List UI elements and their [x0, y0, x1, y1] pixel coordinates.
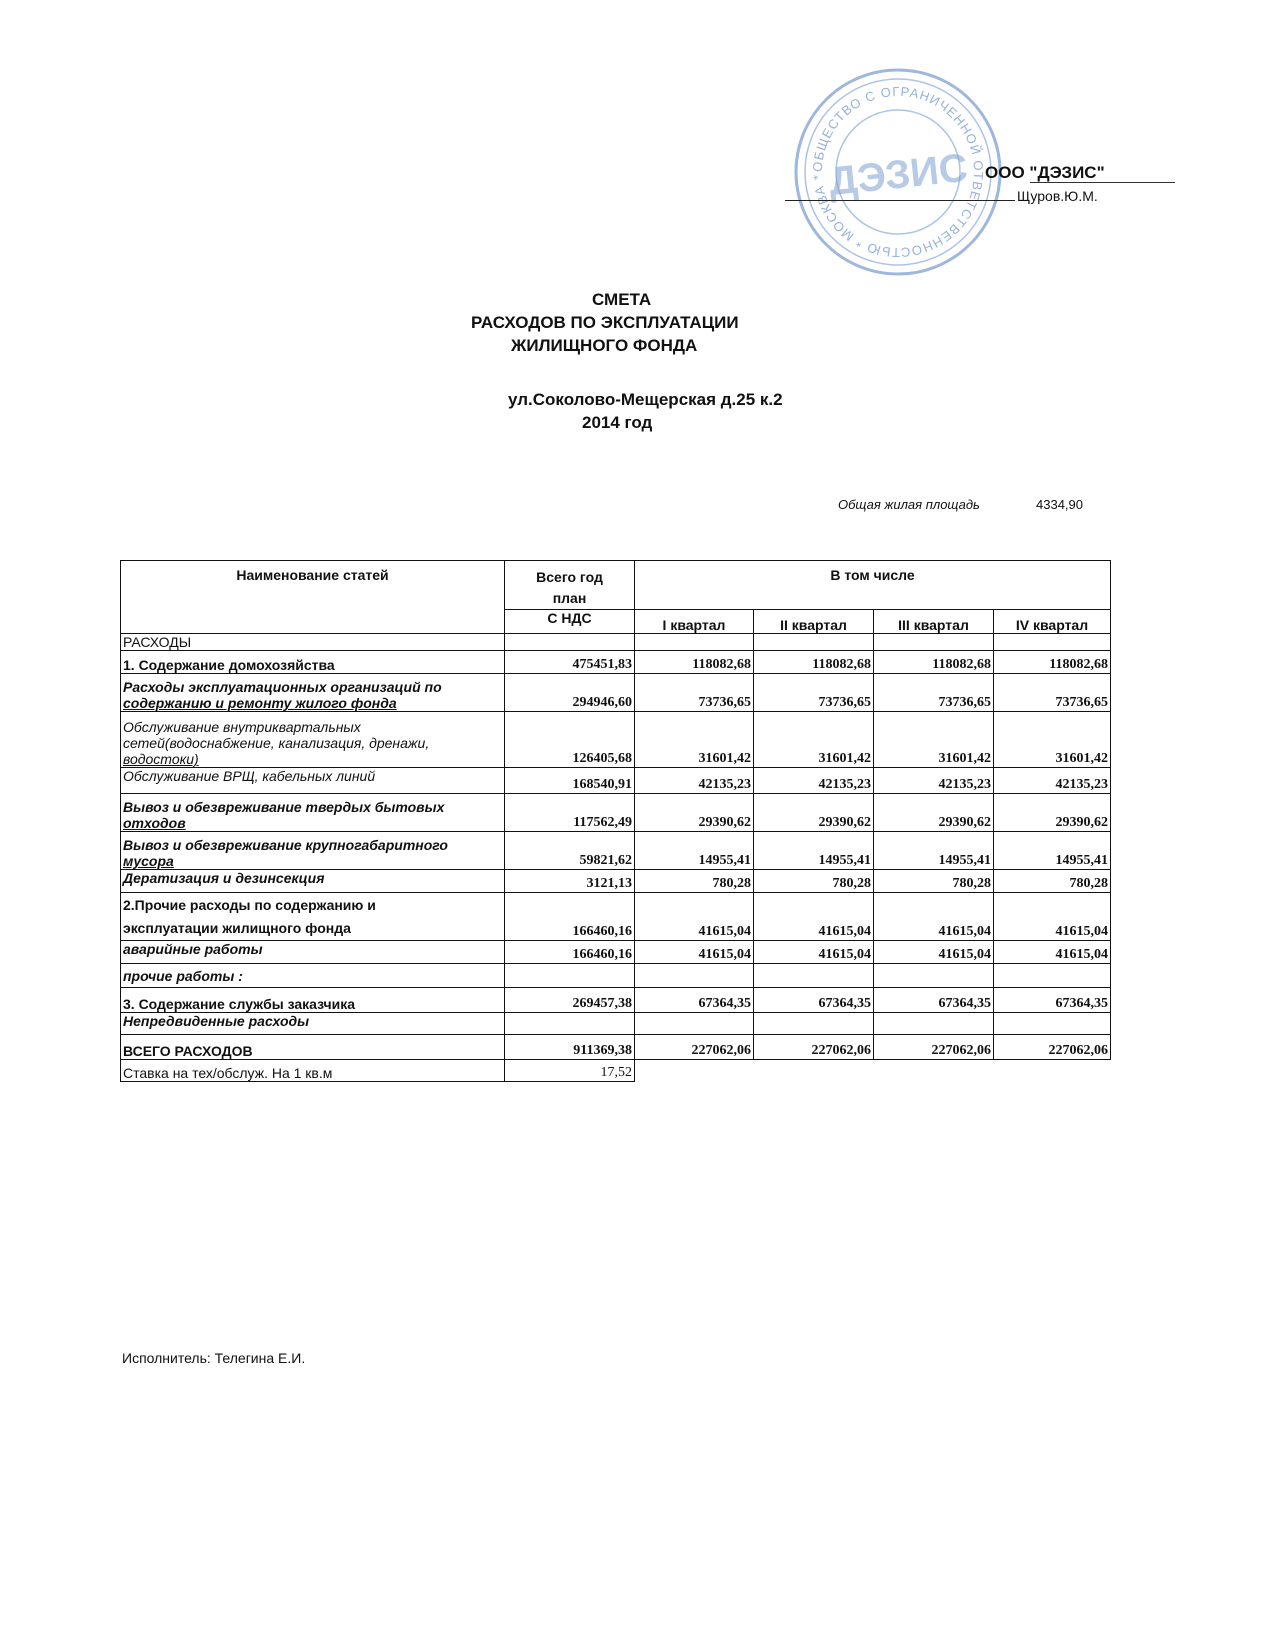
table-row: [121, 651, 1111, 674]
rate-label: Ставка на тех/обслуж. На 1 кв.м: [121, 1060, 505, 1082]
row-q2: 41615,04: [754, 893, 874, 941]
row-q4: 227062,06: [994, 1035, 1111, 1060]
header-quarter-3: III квартал: [874, 610, 994, 634]
table-row: [121, 893, 1111, 941]
row-q2: 29390,62: [754, 794, 874, 832]
table-row: [121, 1013, 1111, 1035]
row-name: [121, 674, 505, 712]
row-q1: 29390,62: [635, 794, 754, 832]
row-total: 3121,13: [505, 870, 635, 893]
executor: Исполнитель: Телегина Е.И.: [122, 1350, 306, 1366]
row-q1: 41615,04: [635, 941, 754, 964]
doc-title-line3: ЖИЛИЩНОГО ФОНДА: [511, 336, 698, 355]
header-name: Наименование статей: [121, 561, 505, 634]
table-row: [121, 712, 1111, 768]
table-row: [121, 964, 1111, 988]
row-name: прочие работы :: [121, 964, 505, 988]
row-name: [121, 712, 505, 768]
row-q2: 41615,04: [754, 941, 874, 964]
section-row: [121, 634, 1111, 651]
row-name-line1: Обслуживание внутриквартальных: [123, 719, 361, 735]
svg-text:ДЭЗИС: ДЭЗИС: [826, 145, 970, 205]
rate-value: 17,52: [505, 1060, 635, 1082]
estimate-table: [120, 560, 1111, 1082]
row-total: 294946,60: [505, 674, 635, 712]
row-q3: 227062,06: [874, 1035, 994, 1060]
table-row: [121, 870, 1111, 893]
row-name-line1: 2.Прочие расходы по содержанию и: [123, 897, 376, 913]
table-header-row: [121, 561, 1111, 610]
row-q2: 31601,42: [754, 712, 874, 768]
row-total: 117562,49: [505, 794, 635, 832]
row-name: Дератизация и дезинсекция: [121, 870, 505, 893]
area-label: Общая жилая площадь: [838, 497, 980, 512]
grand-total-label: ВСЕГО РАСХОДОВ: [121, 1035, 505, 1060]
table-row: [121, 941, 1111, 964]
row-q1: 227062,06: [635, 1035, 754, 1060]
row-name-line3: водостоки): [123, 751, 199, 767]
row-q4: 41615,04: [994, 941, 1111, 964]
row-q4: 42135,23: [994, 768, 1111, 794]
company-name: ООО "ДЭЗИС": [985, 163, 1105, 182]
row-q2: 67364,35: [754, 988, 874, 1013]
table-row: [121, 988, 1111, 1013]
row-q2: 227062,06: [754, 1035, 874, 1060]
table-row: [121, 794, 1111, 832]
row-q3: 118082,68: [874, 651, 994, 674]
row-q3: 73736,65: [874, 674, 994, 712]
doc-title-line1: СМЕТА: [592, 290, 652, 309]
header-total: [505, 561, 635, 610]
row-total: 168540,91: [505, 768, 635, 794]
table-row: [121, 832, 1111, 870]
row-name: 1. Содержание домохозяйства: [121, 651, 505, 674]
row-total: 475451,83: [505, 651, 635, 674]
header-quarter-1: I квартал: [635, 610, 754, 634]
row-q2: 780,28: [754, 870, 874, 893]
signer-name: Щуров.Ю.М.: [1017, 188, 1098, 204]
row-q3: 42135,23: [874, 768, 994, 794]
row-q3: 41615,04: [874, 941, 994, 964]
row-q3: 29390,62: [874, 794, 994, 832]
row-q4: 41615,04: [994, 893, 1111, 941]
row-name-line2: содержанию и ремонту жилого фонда: [123, 695, 397, 711]
row-name: Непредвиденные расходы: [121, 1013, 505, 1035]
row-q4: 73736,65: [994, 674, 1111, 712]
row-name: [121, 893, 505, 941]
row-total: 166460,16: [505, 893, 635, 941]
row-q3: 31601,42: [874, 712, 994, 768]
area-value: 4334,90: [1036, 497, 1083, 512]
row-q1: 14955,41: [635, 832, 754, 870]
row-q2: 118082,68: [754, 651, 874, 674]
row-name-line2: отходов: [123, 815, 186, 831]
row-q3: 780,28: [874, 870, 994, 893]
section-label: РАСХОДЫ: [121, 634, 505, 651]
row-name-line2: мусора: [123, 853, 174, 869]
row-name-line2: эксплуатации жилищного фонда: [123, 920, 351, 936]
row-total: 911369,38: [505, 1035, 635, 1060]
header-including: В том числе: [635, 561, 1111, 610]
row-name: Обслуживание ВРЩ, кабельных линий: [121, 768, 505, 794]
row-q4: 29390,62: [994, 794, 1111, 832]
row-q4: 118082,68: [994, 651, 1111, 674]
header-quarter-4: IV квартал: [994, 610, 1111, 634]
company-seal: [792, 66, 1004, 278]
row-q3: 41615,04: [874, 893, 994, 941]
row-name: [121, 794, 505, 832]
table-row-total: [121, 1035, 1111, 1060]
row-name-line1: Вывоз и обезвреживание крупногабаритного: [123, 837, 448, 853]
row-total: 269457,38: [505, 988, 635, 1013]
row-q1: 31601,42: [635, 712, 754, 768]
header-total-line2: план: [552, 590, 587, 606]
address: ул.Соколово-Мещерская д.25 к.2: [508, 390, 783, 409]
row-q1: 118082,68: [635, 651, 754, 674]
row-q4: 67364,35: [994, 988, 1111, 1013]
row-q2: 42135,23: [754, 768, 874, 794]
row-q1: 73736,65: [635, 674, 754, 712]
row-q3: 67364,35: [874, 988, 994, 1013]
row-q4: 780,28: [994, 870, 1111, 893]
row-q1: 780,28: [635, 870, 754, 893]
row-total: 166460,16: [505, 941, 635, 964]
row-name-line1: Расходы эксплуатационных организаций по: [123, 679, 442, 695]
row-q4: 14955,41: [994, 832, 1111, 870]
svg-text:ОБЩЕСТВО С ОГРАНИЧЕННОЙ ОТВЕТС: ОБЩЕСТВО С ОГРАНИЧЕННОЙ ОТВЕТСТВЕННОСТЬЮ * МОСКВА *: [809, 83, 987, 261]
row-q2: 73736,65: [754, 674, 874, 712]
row-name: аварийные работы: [121, 941, 505, 964]
row-total: 126405,68: [505, 712, 635, 768]
header-quarter-2: II квартал: [754, 610, 874, 634]
row-name-line1: Вывоз и обезвреживание твердых бытовых: [123, 799, 445, 815]
header-total-sub: С НДС: [505, 610, 635, 634]
doc-title-line2: РАСХОДОВ ПО ЭКСПЛУАТАЦИИ: [471, 313, 739, 332]
header-total-line1: Всего год: [536, 569, 603, 585]
row-name-line2: сетей(водоснабжение, канализация, дренажи,: [123, 735, 430, 751]
row-q1: 41615,04: [635, 893, 754, 941]
table-row: [121, 674, 1111, 712]
table-row: [121, 768, 1111, 794]
row-name: [121, 832, 505, 870]
row-q1: 42135,23: [635, 768, 754, 794]
row-q1: 67364,35: [635, 988, 754, 1013]
signature-line: [785, 200, 1015, 201]
row-total: 59821,62: [505, 832, 635, 870]
row-q4: 31601,42: [994, 712, 1111, 768]
rate-row: [121, 1060, 1111, 1082]
row-q2: 14955,41: [754, 832, 874, 870]
row-q3: 14955,41: [874, 832, 994, 870]
row-name: 3. Содержание службы заказчика: [121, 988, 505, 1013]
year: 2014 год: [582, 413, 653, 432]
